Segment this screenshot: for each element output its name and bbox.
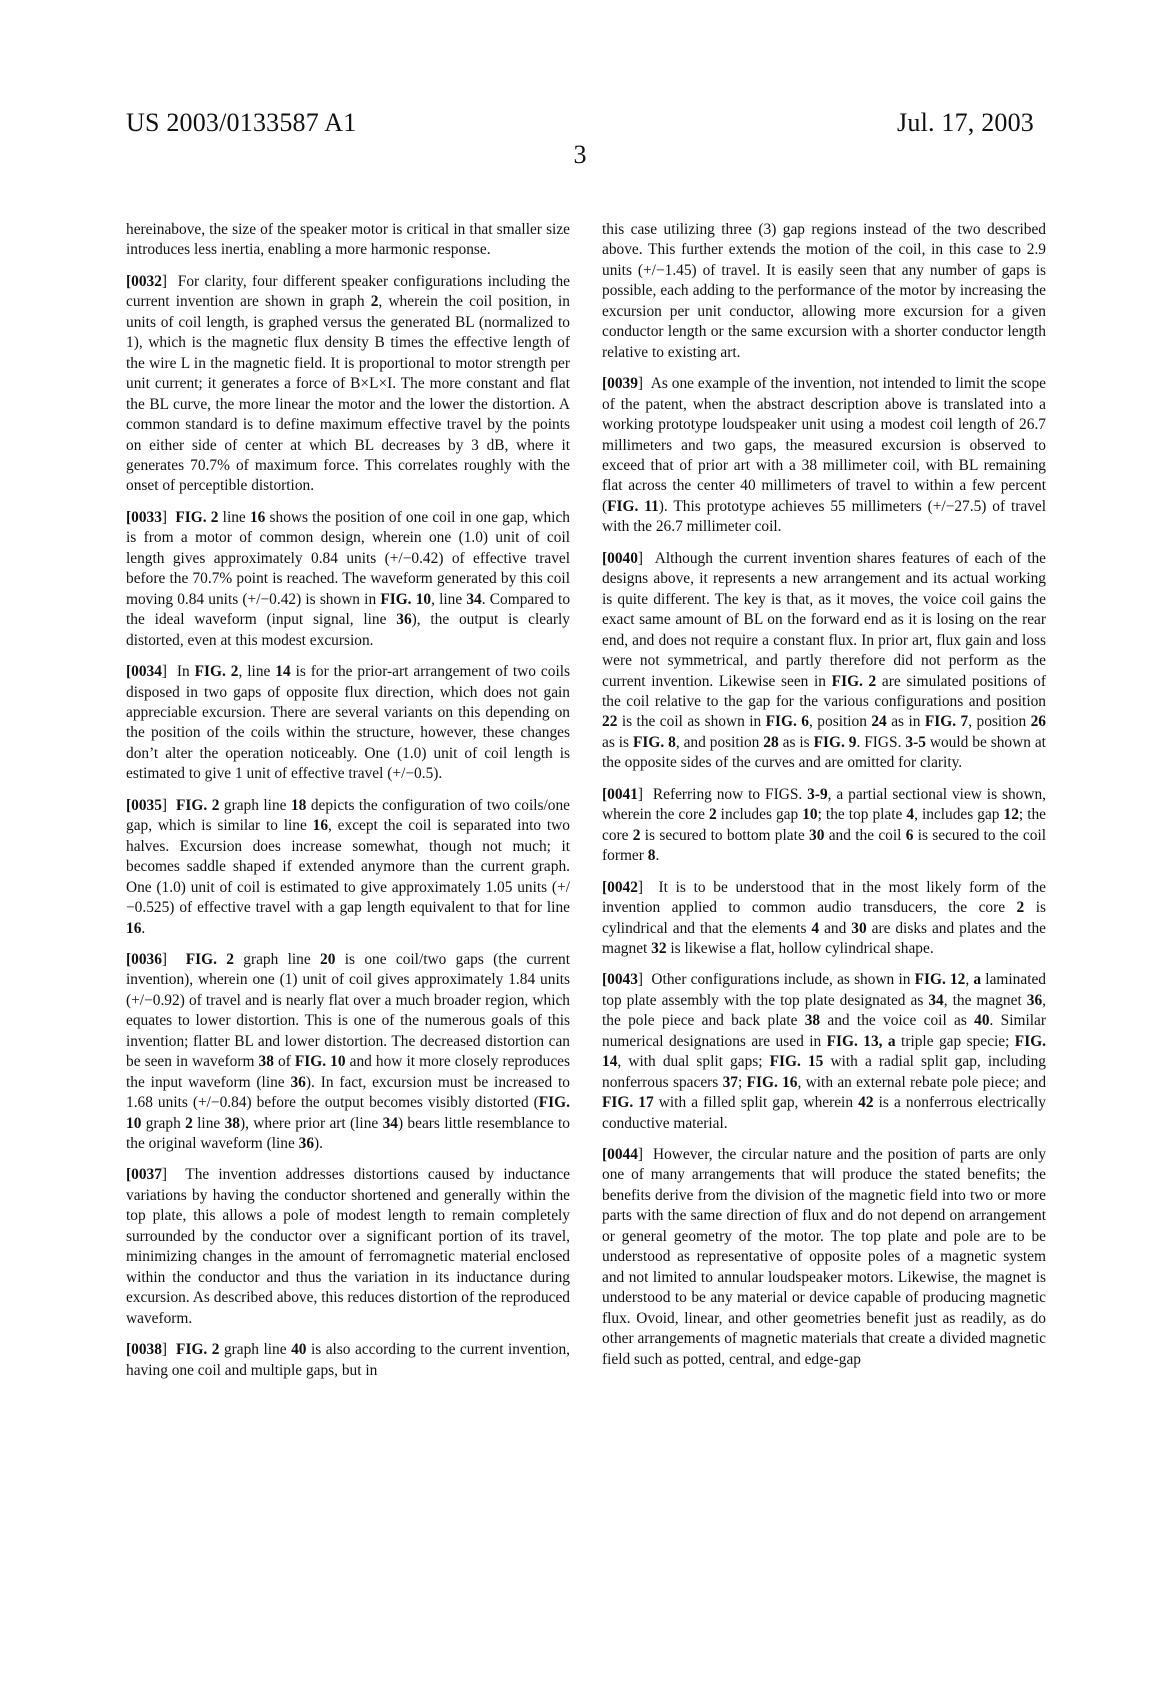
- right-column: [602, 220, 1046, 1381]
- paragraph-text: FIG. 2 graph line 18 depicts the configuration of two coils/one gap, which is similar to line 16, except the coil is separated into two halves. Excursion does increase somewhat, though not much; it becomes saddle shaped if extended anymore than the current graph. One (1.0) unit of coil is estimated to give approximately 1.05 units (+/−0.525) of effective travel with a gap length equivalent to that for line 16.: [126, 796, 571, 937]
- paragraph: [602, 970, 1046, 1134]
- paragraph: [126, 950, 570, 1155]
- paragraph: [126, 508, 570, 651]
- page-number: 3: [573, 140, 587, 169]
- paragraph: [602, 374, 1046, 538]
- paragraph-text: Although the current invention shares features of each of the designs above, it represents a new arrangement and its actual working is quite different. The key is that, as it moves, the voice coil gains the exact same amount of BL on the forward end as it is losing on the rear end, and does not require a constant flux. In prior art, flux gain and loss were not symmetrical, and partly therefore did not perform as the current invention. Likewise seen in FIG. 2 are simulated positions of the coil relative to the gap for the various configurations and position 22 is the coil as shown in FIG. 6, position 24 as in FIG. 7, position 26 as is FIG. 8, and position 28 as is FIG. 9. FIGS. 3-5 would be shown at the opposite sides of the curves and are omitted for clarity.: [602, 549, 1046, 772]
- paragraph: [602, 878, 1046, 960]
- paragraph: [126, 220, 570, 261]
- paragraph-number: [ 0040 ]: [602, 550, 655, 567]
- paragraph-text: The invention addresses distortions caused by inductance variations by having the conductor shortened and generally within the top plate, this allows a pole of modest length to remain completely surrounded by the conductor over a significant portion of its travel, minimizing changes in the amount of ferromagnetic material enclosed within the conductor and thus the variation in its inductance during excursion. As described above, this reduces distortion of the reproduced waveform.: [126, 1166, 570, 1327]
- paragraph-number: [ 0041 ]: [602, 786, 653, 803]
- paragraph-text: FIG. 2 graph line 20 is one coil/two gaps (the current invention), wherein one (1) unit of coil gives approximately 1.84 units (+/−0.92) of travel and is nearly flat over a much broader region, which equates to lower distortion. This is one of the numerous goals of this invention; flatter BL and lower distortion. The decreased distortion can be seen in waveform 38 of FIG. 10 and how it more closely reproduces the input waveform (line 36). In fact, excursion must be increased to 1.68 units (+/−0.84) before the output becomes visibly distorted (FIG. 10 graph 2 line 38), where prior art (line 34) bears little resemblance to the original waveform (line 36).: [126, 950, 570, 1153]
- paragraph-text: this case utilizing three (3) gap regions instead of the two described above. This further extends the motion of the coil, in this case to 2.9 units (+/−1.45) of travel. It is easily seen that any number of gaps is possible, each adding to the performance of the motor by increasing the excursion per unit conductor, allowing more excursion for a given conductor length or the same excursion with a shorter conductor length relative to existing art.: [602, 221, 1046, 361]
- paragraph: [126, 796, 570, 939]
- paragraph: [602, 220, 1046, 363]
- paragraph-number: [ 0037 ]: [126, 1166, 185, 1183]
- paragraph-number: [ 0035 ]: [126, 797, 176, 814]
- paragraph-text: For clarity, four different speaker configurations including the current invention are shown in graph 2, wherein the coil position, in units of coil length, is graphed versus the generated BL (normalized to 1), which is the magnetic flux density B times the effective length of the wire L in the magnetic field. It is proportional to motor strength per unit current; it generates a force of B×L×I. The more constant and flat the BL curve, the more linear the motor and the lower the distortion. A common standard is to define maximum effective travel by the points on either side of center at which BL decreases by 3 dB, where it generates 70.7% of maximum force. This correlates roughly with the onset of perceptible distortion.: [126, 272, 570, 495]
- paragraph-text: FIG. 2 graph line 40 is also according to the current invention, having one coil and multiple gaps, but in: [126, 1341, 570, 1379]
- paragraph-text: It is to be understood that in the most likely form of the invention applied to common audio transducers, the core 2 is cylindrical and that the elements 4 and 30 are disks and plates and the magnet 32 is likewise a flat, hollow cylindrical shape.: [602, 878, 1046, 957]
- paragraph-text: FIG. 2 line 16 shows the position of one coil in one gap, which is from a motor of common design, wherein one (1.0) unit of coil length gives approximately 0.84 units (+/−0.42) of effective travel before the 70.7% point is reached. The waveform generated by this coil moving 0.84 units (+/−0.42) is shown in FIG. 10, line 34. Compared to the ideal waveform (input signal, line 36), the output is clearly distorted, even at this modest excursion.: [126, 508, 571, 649]
- paragraph-text: hereinabove, the size of the speaker motor is critical in that smaller size introduces less inertia, enabling a more harmonic response.: [126, 221, 570, 259]
- paragraph-number: [ 0044 ]: [602, 1146, 653, 1163]
- paragraph: [126, 662, 570, 785]
- paragraph: [602, 785, 1046, 867]
- paragraph-number: [ 0036 ]: [126, 951, 186, 968]
- paragraph-number: [ 0034 ]: [126, 663, 177, 680]
- paragraph-text: Referring now to FIGS. 3-9, a partial sectional view is shown, wherein the core 2 includes gap 10; the top plate 4, includes gap 12; the core 2 is secured to bottom plate 30 and the coil 6 is secured to the coil former 8.: [602, 785, 1047, 865]
- paragraph: [602, 1145, 1046, 1370]
- paragraph-number: [ 0039 ]: [602, 375, 651, 392]
- paragraph-text: In FIG. 2, line 14 is for the prior-art arrangement of two coils disposed in two gaps of opposite flux direction, which does not gain appreciable excursion. There are several variants on this depending on the position of the coils within the structure, however, these changes don’t alter the operation noticeably. One (1.0) unit of coil length is estimated to give 1 unit of effective travel (+/−0.5).: [126, 663, 570, 783]
- paragraph-text: As one example of the invention, not intended to limit the scope of the patent, when the abstract description above is translated into a working prototype loudspeaker unit using a modest coil length of 26.7 millimeters and two gaps, the measured excursion is observed to exceed that of prior art with a 38 millimeter coil, with BL remaining flat across the center 40 millimeters of travel to within a few percent (FIG. 11). This prototype achieves 55 millimeters (+/−27.5) of travel with the 26.7 millimeter coil.: [602, 375, 1046, 536]
- paragraph-number: [ 0042 ]: [602, 879, 658, 896]
- paragraph-text: However, the circular nature and the position of parts are only one of many arrangements that will produce the stated benefits; the benefits derive from the division of the magnetic field into two or more parts with the same direction of flux and do not depend on arrangement or general geometry of the motor. The top plate and pole are to be understood as representative of opposite poles of a magnetic system and not limited to annular loudspeaker motors. Likewise, the magnet is understood to be any material or device capable of producing magnetic flux. Ovoid, linear, and other geometries benefit just as readily, as do other arrangements of magnetic materials that create a divided magnetic field such as potted, central, and edge-gap: [602, 1146, 1047, 1368]
- paragraph: [602, 549, 1046, 774]
- publication-number: US 2003/0133587 A1: [126, 108, 357, 137]
- paragraph: [126, 1165, 570, 1329]
- paragraph-number: [ 0038 ]: [126, 1341, 176, 1358]
- paragraph-number: [ 0032 ]: [126, 273, 178, 290]
- paragraph-number: [ 0033 ]: [126, 509, 175, 526]
- paragraph-text: Other configurations include, as shown in FIG. 12, a laminated top plate assembly with the top plate designated as 34, the magnet 36, the pole piece and back plate 38 and the voice coil as 40. Similar numerical designations are used in FIG. 13, a triple gap specie; FIG. 14, with dual split gaps; FIG. 15 with a radial split gap, including nonferrous spacers 37; FIG. 16, with an external rebate pole piece; and FIG. 17 with a filled split gap, wherein 42 is a nonferrous electrically conductive material.: [602, 971, 1047, 1132]
- paragraph: [126, 272, 570, 497]
- paragraph-number: [ 0043 ]: [602, 971, 651, 988]
- left-column: [126, 220, 570, 1392]
- publication-date: Jul. 17, 2003: [897, 108, 1034, 137]
- paragraph: [126, 1340, 570, 1381]
